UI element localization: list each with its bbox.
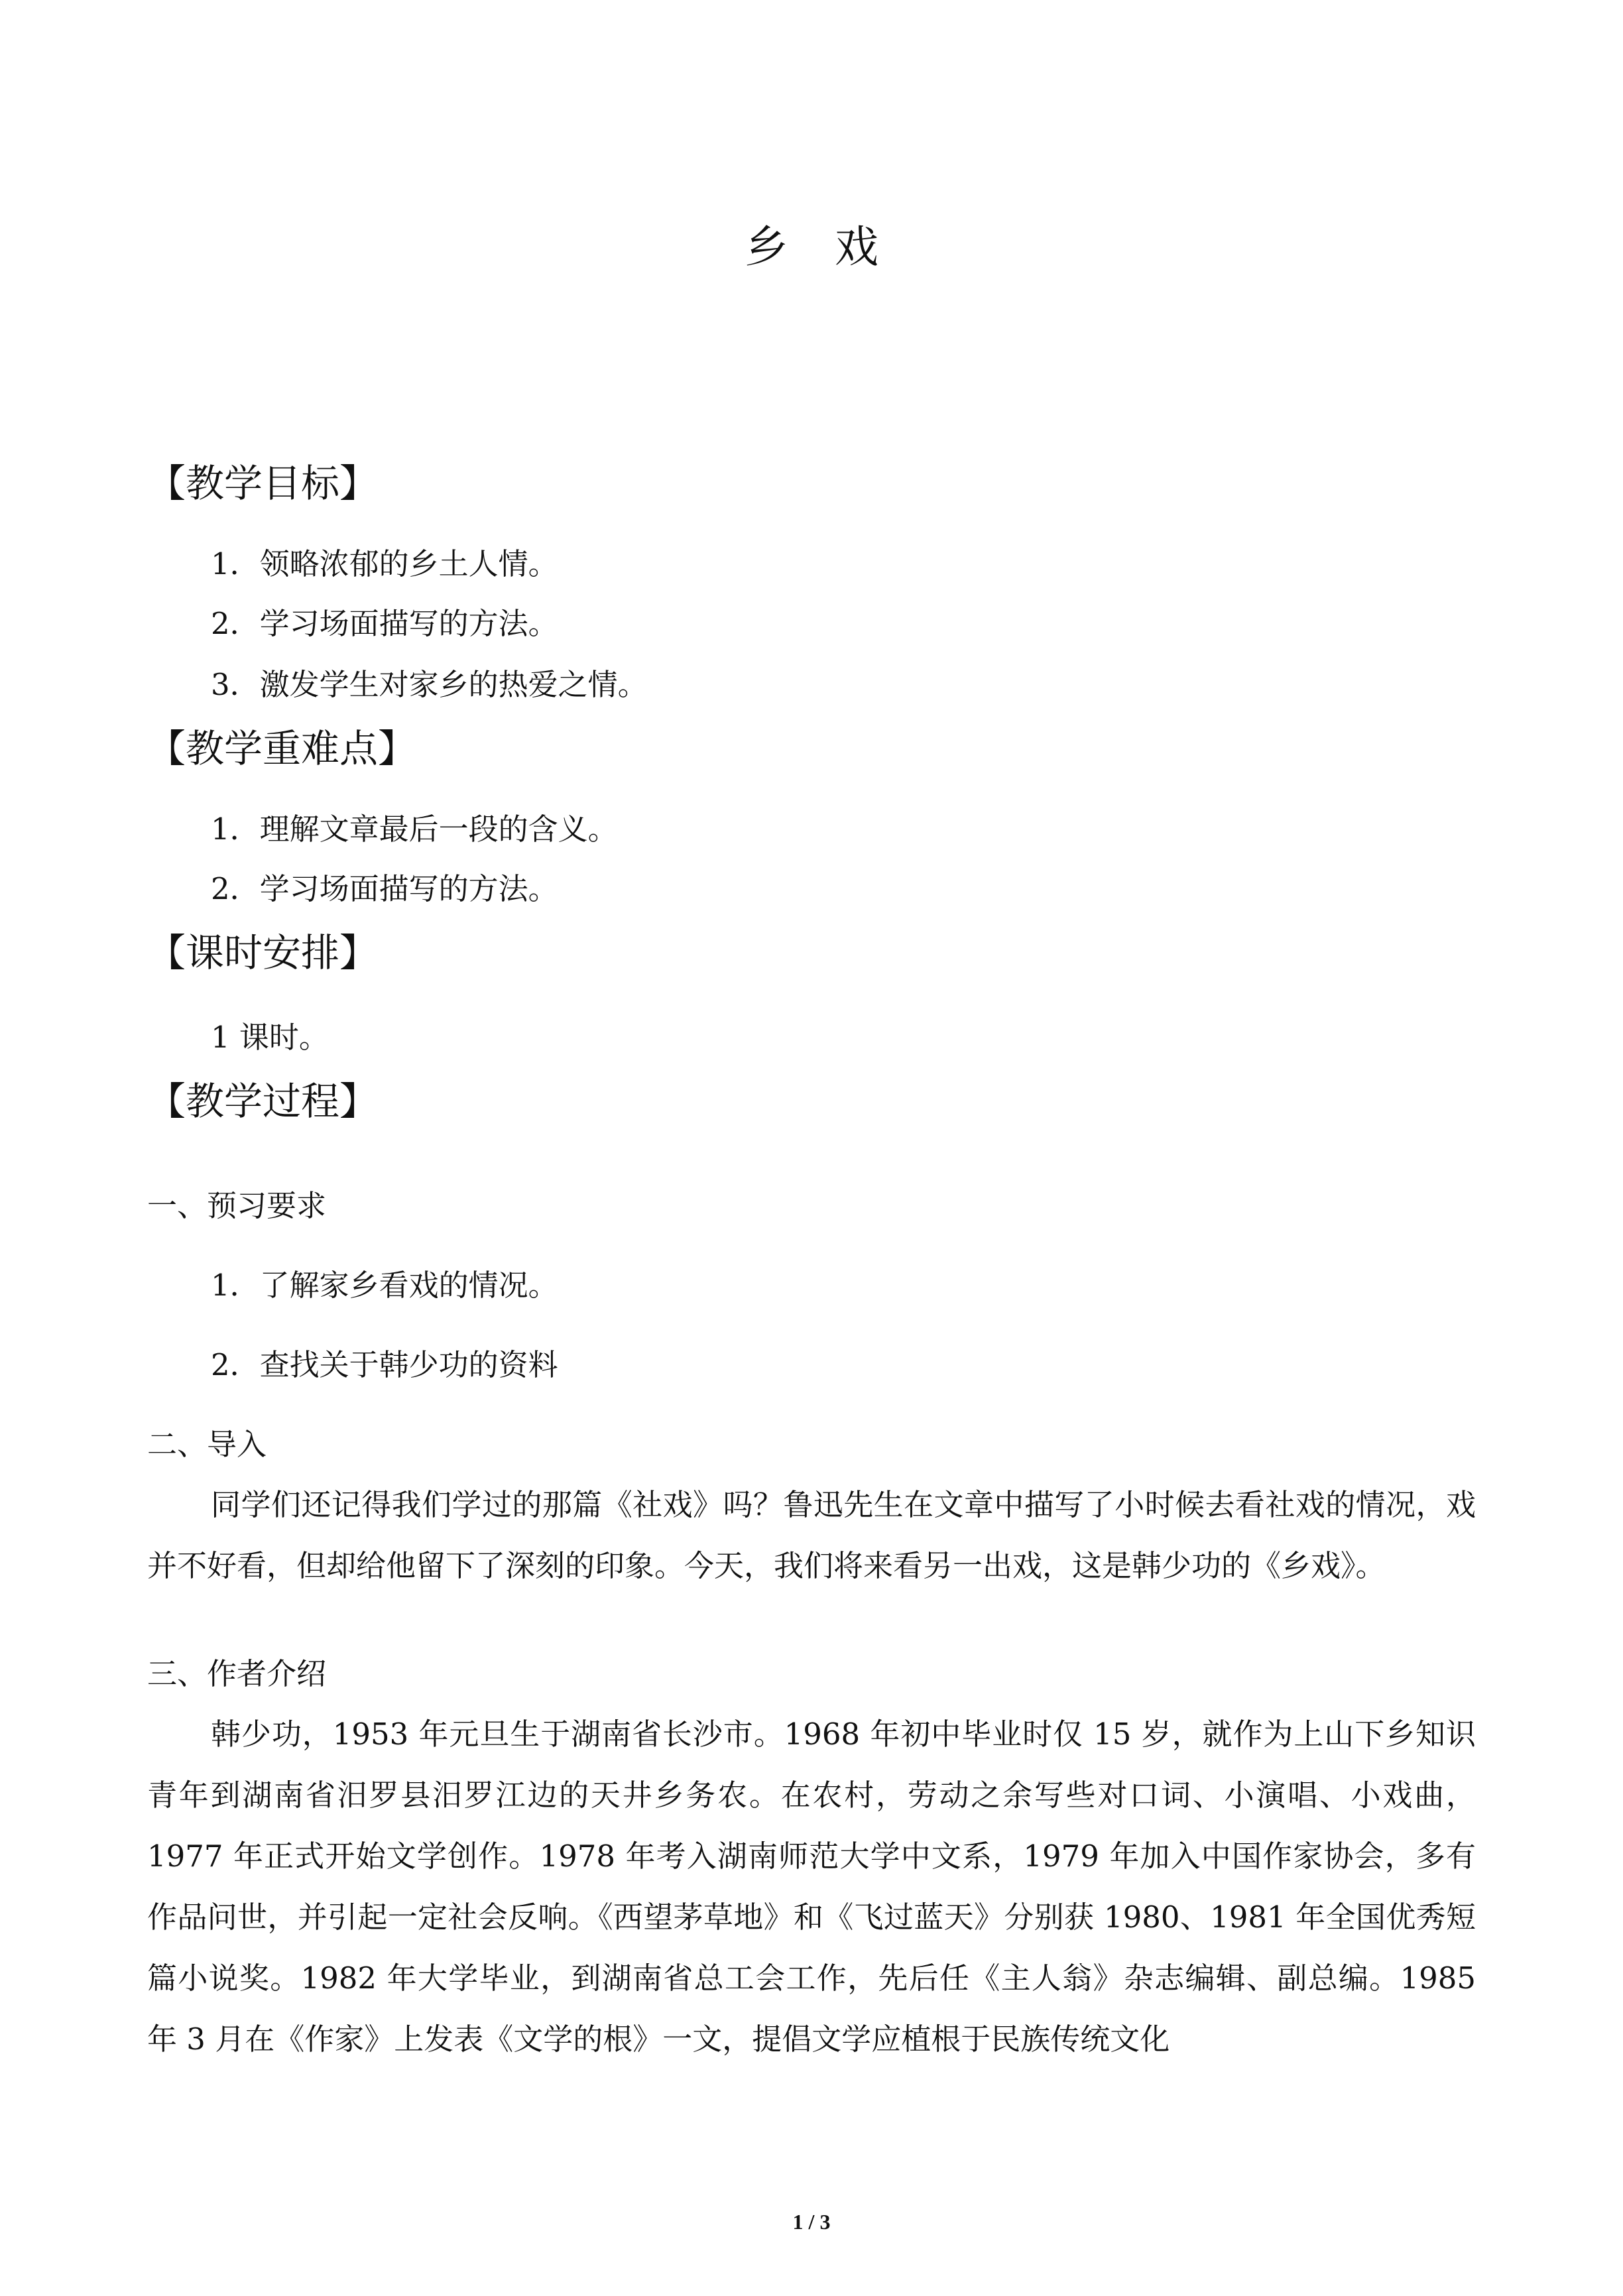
schedule-text: 1 课时。 xyxy=(211,1020,329,1055)
intro-paragraph: 同学们还记得我们学过的那篇《社戏》吗？鲁迅先生在文章中描写了小时候去看社戏的情况，戏并不好看，但却给他留下了深刻的印象。今天，我们将来看另一出戏，这是韩少功的《乡戏》。 xyxy=(147,1487,1476,1583)
process-heading: 【教学过程】 xyxy=(147,1079,379,1124)
preview-item-2: 2．查找关于韩少功的资料 xyxy=(211,1347,558,1382)
intro-section-title: 二、导入 xyxy=(147,1427,267,1462)
objective-item-1: 1．领略浓郁的乡土人情。 xyxy=(211,546,558,581)
key-point-item-2: 2．学习场面描写的方法。 xyxy=(211,871,558,906)
page-title: 乡戏 xyxy=(745,221,925,272)
key-point-item-1: 1．理解文章最后一段的含义。 xyxy=(211,812,618,847)
author-paragraph: 韩少功，1953 年元旦生于湖南省长沙市。1968 年初中毕业时仅 15 岁，就作为上山下乡知识青年到湖南省汨罗县汨罗江边的天井乡务农。在农村，劳动之余写些对口词、小演唱、小戏曲，1977 年正式开始文学创作。1978 年考入湖南师范大学中文系，1979 年加入中国作家协会，多有作品问世，并引起一定社会反响。《西望茅草地》和《飞过蓝天》分别获 1980、1981 年全国优秀短篇小说奖。1982 年大学毕业，到湖南省总工会工作，先后任《主人翁》杂志编辑、副总编。1985 年 3 月在《作家》上发表《文学的根》一文，提倡文学应植根于民族传统文化 xyxy=(147,1717,1476,2057)
key-points-heading: 【教学重难点】 xyxy=(147,726,417,771)
objective-item-2: 2．学习场面描写的方法。 xyxy=(211,606,558,641)
objectives-heading: 【教学目标】 xyxy=(147,461,379,506)
page-number: 1 / 3 xyxy=(792,2210,831,2234)
preview-item-1: 1．了解家乡看戏的情况。 xyxy=(211,1268,558,1303)
schedule-heading: 【课时安排】 xyxy=(147,930,379,975)
preview-section-title: 一、预习要求 xyxy=(147,1188,327,1223)
author-section-title: 三、作者介绍 xyxy=(147,1656,327,1691)
objective-item-3: 3．激发学生对家乡的热爱之情。 xyxy=(211,667,648,702)
